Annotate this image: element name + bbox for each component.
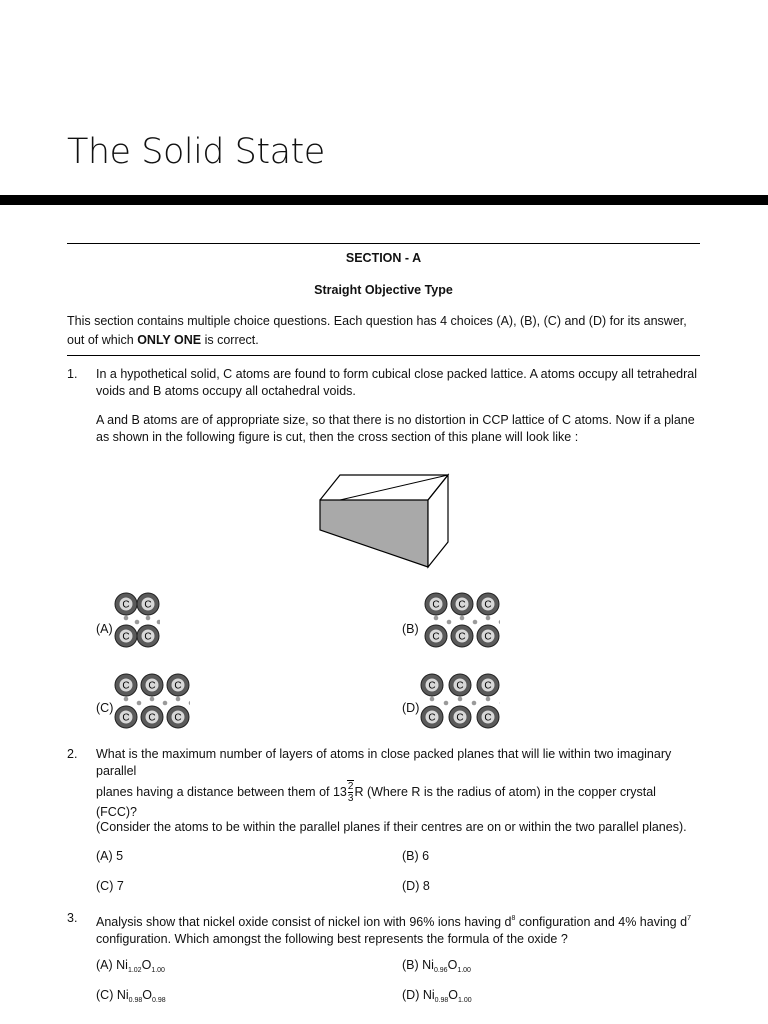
question-3-line-2: configuration. Which amongst the following best represents the formula of the oxide ? [96, 932, 568, 946]
void-atom [472, 701, 477, 706]
atom-label: C [458, 631, 466, 643]
section-intro: This section contains multiple choice questions. Each question has 4 choices (A), (B), (C) and (D) for its answer, out of which ONLY ONE is correct. [67, 314, 687, 347]
atom-label: C [148, 712, 156, 724]
q3-option-d[interactable]: (D) $Ni_{0.98}O_{1.00}$ [402, 988, 472, 1004]
title-divider [0, 195, 768, 205]
void-atom [146, 616, 151, 621]
q1-option-b-label[interactable]: (B) [402, 622, 419, 636]
void-atom [163, 701, 168, 706]
question-1-para-2: A and B atoms are of appropriate size, so that there is no distortion in CCP lattice of C atoms. Now if a plane as shown in the following figure is cut, then the cross section of this plane will look like : [96, 413, 695, 444]
void-atom [137, 701, 142, 706]
atom-label: C [148, 680, 156, 692]
cube-plane-figure [300, 465, 470, 575]
q1-option-b-diagram[interactable] [424, 592, 500, 648]
void-atom [486, 616, 491, 621]
q3-option-b[interactable]: (B) $Ni_{0.96}O_{1.00}$ [402, 958, 471, 974]
void-atom [460, 616, 465, 621]
atom-label: C [174, 712, 182, 724]
question-3 [67, 910, 700, 948]
atom-label: C [484, 599, 492, 611]
section-subheading: Straight Objective Type [314, 283, 453, 297]
atom-label: C [428, 712, 436, 724]
q1-option-c-diagram[interactable] [114, 673, 190, 729]
void-atom [444, 701, 449, 706]
section-bottom-rule [67, 355, 700, 356]
question-number: 1. [67, 367, 78, 381]
atom-label: C [122, 680, 130, 692]
q1-option-d-label[interactable]: (D) [402, 701, 420, 715]
section-top-rule [67, 243, 700, 244]
void-atom [430, 697, 435, 702]
atom-label: C [458, 599, 466, 611]
void-atom [176, 697, 181, 702]
atom-label: C [122, 599, 130, 611]
q3-option-a[interactable]: (A) $Ni_{1.02}O_{1.00}$ [96, 958, 165, 974]
atom-label: C [144, 599, 152, 611]
void-atom [486, 697, 491, 702]
void-atom [124, 616, 129, 621]
atom-label: C [484, 631, 492, 643]
void-atom [124, 697, 129, 702]
atom-label: C [484, 680, 492, 692]
question-2-line-2: planes having a distance between them of 13 $\frac{2}{3}R$ (Where R is the radius of atom) in the copper crystal (FCC)? [96, 781, 656, 819]
question-1 [67, 366, 700, 446]
question-1-para-1: In a hypothetical solid, C atoms are found to form cubical close packed lattice. A atoms occupy all tetrahedral voids and B atoms occupy all octahedral voids. [96, 367, 698, 398]
q2-option-c[interactable]: (C) 7 [96, 879, 124, 893]
void-atom [447, 620, 452, 625]
q1-option-a-diagram[interactable] [114, 592, 160, 648]
atom-label: C [428, 680, 436, 692]
void-atom [473, 620, 478, 625]
section-heading: SECTION - A [345, 251, 422, 265]
q1-option-c-label[interactable]: (C) [96, 701, 114, 715]
q1-option-d-diagram[interactable] [420, 673, 500, 729]
page-title: The Solid State [67, 132, 325, 172]
void-atom [499, 620, 500, 625]
atom-label: C [456, 680, 464, 692]
void-atom [135, 620, 140, 625]
q3-option-c[interactable]: (C) $Ni_{0.98}O_{0.98}$ [96, 988, 166, 1004]
void-atom [189, 701, 190, 706]
void-atom [157, 620, 160, 625]
atom-label: C [432, 631, 440, 643]
question-number: 2. [67, 747, 78, 761]
question-2-line-1: What is the maximum number of layers of atoms in close packed planes that will lie within two imaginary parallel [96, 747, 672, 778]
atom-label: C [122, 712, 130, 724]
atom-label: C [144, 631, 152, 643]
question-2-line-3: (Consider the atoms to be within the parallel planes if their centres are on or within the two parallel planes). [96, 820, 687, 834]
q2-option-d[interactable]: (D) 8 [402, 879, 430, 893]
atom-label: C [456, 712, 464, 724]
question-number: 3. [67, 911, 78, 925]
atom-label: C [174, 680, 182, 692]
q2-option-a[interactable]: (A) 5 [96, 849, 124, 863]
void-atom [150, 697, 155, 702]
atom-label: C [484, 712, 492, 724]
atom-label: C [122, 631, 130, 643]
void-atom [458, 697, 463, 702]
question-3-line-1: Analysis show that nickel oxide consist of nickel ion with 96% ions having $d^8$ configuration and 4% having $d^7$ [96, 915, 691, 929]
q2-option-b[interactable]: (B) 6 [402, 849, 430, 863]
atom-label: C [432, 599, 440, 611]
question-2 [67, 746, 700, 780]
q1-option-a-label[interactable]: (A) [96, 622, 113, 636]
void-atom [434, 616, 439, 621]
